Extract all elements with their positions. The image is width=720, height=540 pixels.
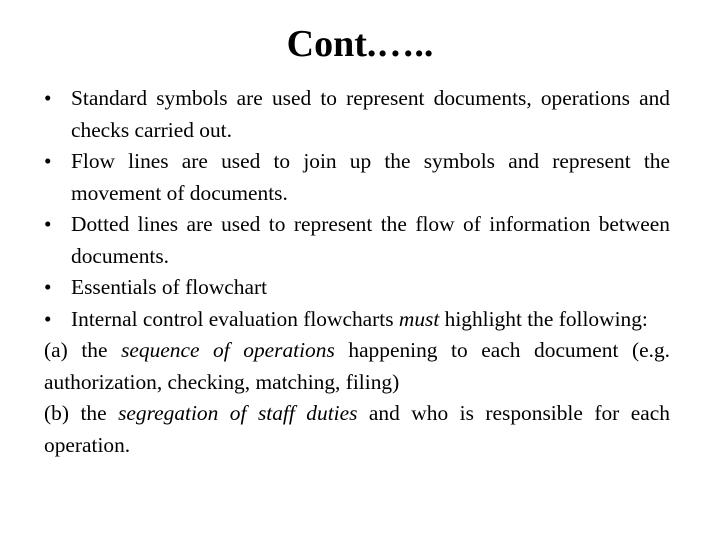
bullet-icon: • [44,306,52,331]
bullet-text-after: highlight the following: [439,306,648,331]
point-b-after: and who is responsible for each operation. [44,401,670,457]
bullet-item [44,209,670,272]
point-a-after: happening to each document (e.g. authorization, checking, matching, filing) [44,338,670,394]
bullet-item [44,83,670,146]
bullet-item [44,146,670,209]
bullet-icon: • [44,212,52,236]
point-b-before: (b) the [44,401,119,425]
bullet-item [44,304,670,336]
bullet-text: Essentials of flowchart [71,275,268,299]
bullet-icon: • [44,275,52,299]
point-a [44,335,670,398]
bullet-text: Standard symbols are used to represent documents, operations and checks carried out. [71,86,670,142]
bullet-text-before: Internal control evaluation flowcharts [71,306,399,331]
bullet-text: Dotted lines are used to represent the flow of information between documents. [71,212,670,268]
bullet-list [44,83,670,335]
bullet-text-emphasis: must [398,306,440,331]
slide-body [44,83,670,461]
bullet-icon: • [44,86,52,110]
bullet-icon: • [44,149,52,173]
bullet-text: Flow lines are used to join up the symbols and represent the movement of documents. [71,149,670,205]
bullet-item [44,272,670,304]
point-b [44,398,670,461]
slide-title: Cont.….. [286,23,434,65]
point-a-emphasis: sequence of operations [121,338,335,362]
point-b-emphasis: segregation of staff duties [118,401,358,425]
point-a-before: (a) the [44,338,122,362]
